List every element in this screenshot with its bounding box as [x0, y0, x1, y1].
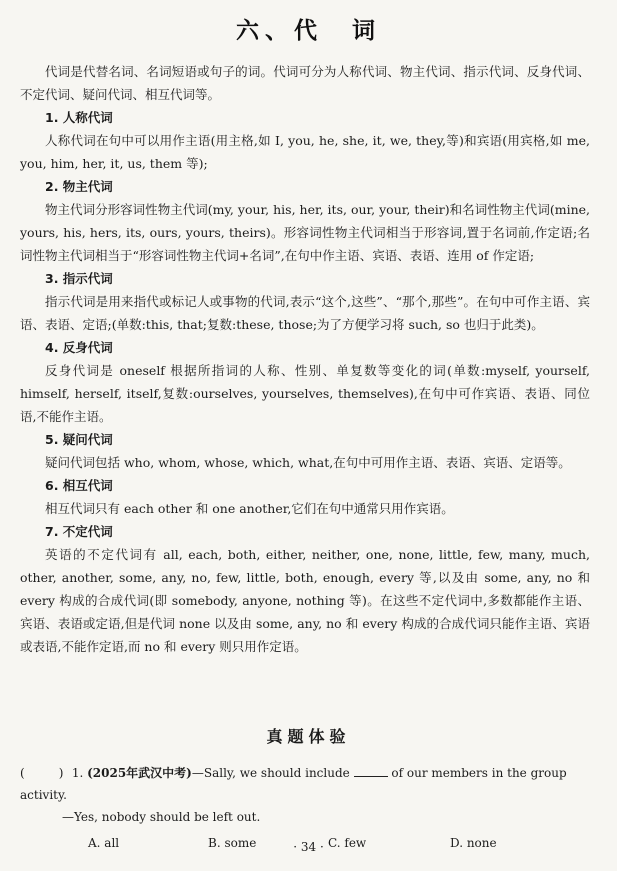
option-a[interactable]: A. all: [88, 836, 120, 850]
exam-section-title: 真题体验: [266, 727, 351, 746]
question-prompt-before: —Sally, we should include: [191, 766, 350, 780]
answer-blank: [354, 766, 388, 777]
paren-close: ): [58, 766, 64, 780]
section-text-personal: 人称代词在句中可以用作主语(用主格,如 I, you, he, she, it, we, they,等)和宾语(用宾格,如 me, you, him, her, it, us, them 等);: [20, 133, 590, 171]
paren-open: (: [20, 766, 25, 780]
page-number: · 34 ·: [293, 840, 324, 854]
question-number: 1.: [71, 766, 84, 780]
section-text-indefinite: 英语的不定代词有 all, each, both, either, neither, one, none, little, few, many, much, other, another, some, any, no, few, little, both, enough, every 等,以及由 some, any, no 和 every 构成的合成代词(即 somebody, anyone, nothing 等)。在这些不定代词中,多数都能作主语、宾语、表语或定语,但是代词 none 以及由 some, any, no 和 every 构成的合成代词只能作主语、宾语或表语,不能作定语,而 no 和 every 则只用作定语。: [20, 547, 590, 654]
section-heading-indefinite: 7. 不定代词: [45, 524, 113, 539]
section-heading-reciprocal: 6. 相互代词: [45, 478, 113, 493]
intro-paragraph: 代词是代替名词、名词短语或句子的词。代词可分为人称代词、物主代词、指示代词、反身代词、不定代词、疑问代词、相互代词等。: [20, 64, 590, 102]
question-line: [20, 762, 600, 806]
section-text-reflexive: 反身代词是 oneself 根据所指词的人称、性别、单复数等变化的词(单数:myself, yourself, himself, herself, itself,复数:ourselves, yourselves, themselves),在句中可作宾语、表语、同位语,不能作主语。: [20, 363, 590, 424]
section-heading-demonstrative: 3. 指示代词: [45, 271, 113, 286]
page-title: 六、代 词: [236, 18, 381, 44]
option-c[interactable]: C. few: [328, 836, 367, 850]
section-text-reciprocal: 相互代词只有 each other 和 one another,它们在句中通常只用作宾语。: [45, 501, 454, 516]
question-source: (2025年武汉中考): [87, 766, 192, 780]
section-heading-reflexive: 4. 反身代词: [45, 340, 113, 355]
section-text-interrogative: 疑问代词包括 who, whom, whose, which, what,在句中可用作主语、表语、宾语、定语等。: [45, 455, 571, 470]
section-heading-personal: 1. 人称代词: [45, 110, 113, 125]
main-content: [20, 60, 590, 658]
question-reply: —Yes, nobody should be left out.: [62, 810, 261, 824]
section-text-possessive: 物主代词分形容词性物主代词(my, your, his, her, its, our, your, their)和名词性物主代词(mine, yours, his, hers, its, ours, yours, theirs)。形容词性物主代词相当于形容词,置于名词前,作定语;名词性物主代词相当于“形容词性物主代词+名词”,在句中作主语、宾语、表语、连用 of 作定语;: [20, 202, 590, 263]
option-b[interactable]: B. some: [208, 836, 257, 850]
section-text-demonstrative: 指示代词是用来指代或标记人或事物的代词,表示“这个,这些”、“那个,那些”。在句中可作主语、宾语、表语、定语;(单数:this, that;复数:these, those;为了方便学习将 such, so 也归于此类)。: [20, 294, 590, 332]
section-heading-possessive: 2. 物主代词: [45, 179, 113, 194]
option-d[interactable]: D. none: [450, 836, 497, 850]
question-prompt-after: of our members in the group activity.: [20, 766, 567, 802]
section-heading-interrogative: 5. 疑问代词: [45, 432, 113, 447]
answer-parenthesis[interactable]: [20, 762, 68, 784]
